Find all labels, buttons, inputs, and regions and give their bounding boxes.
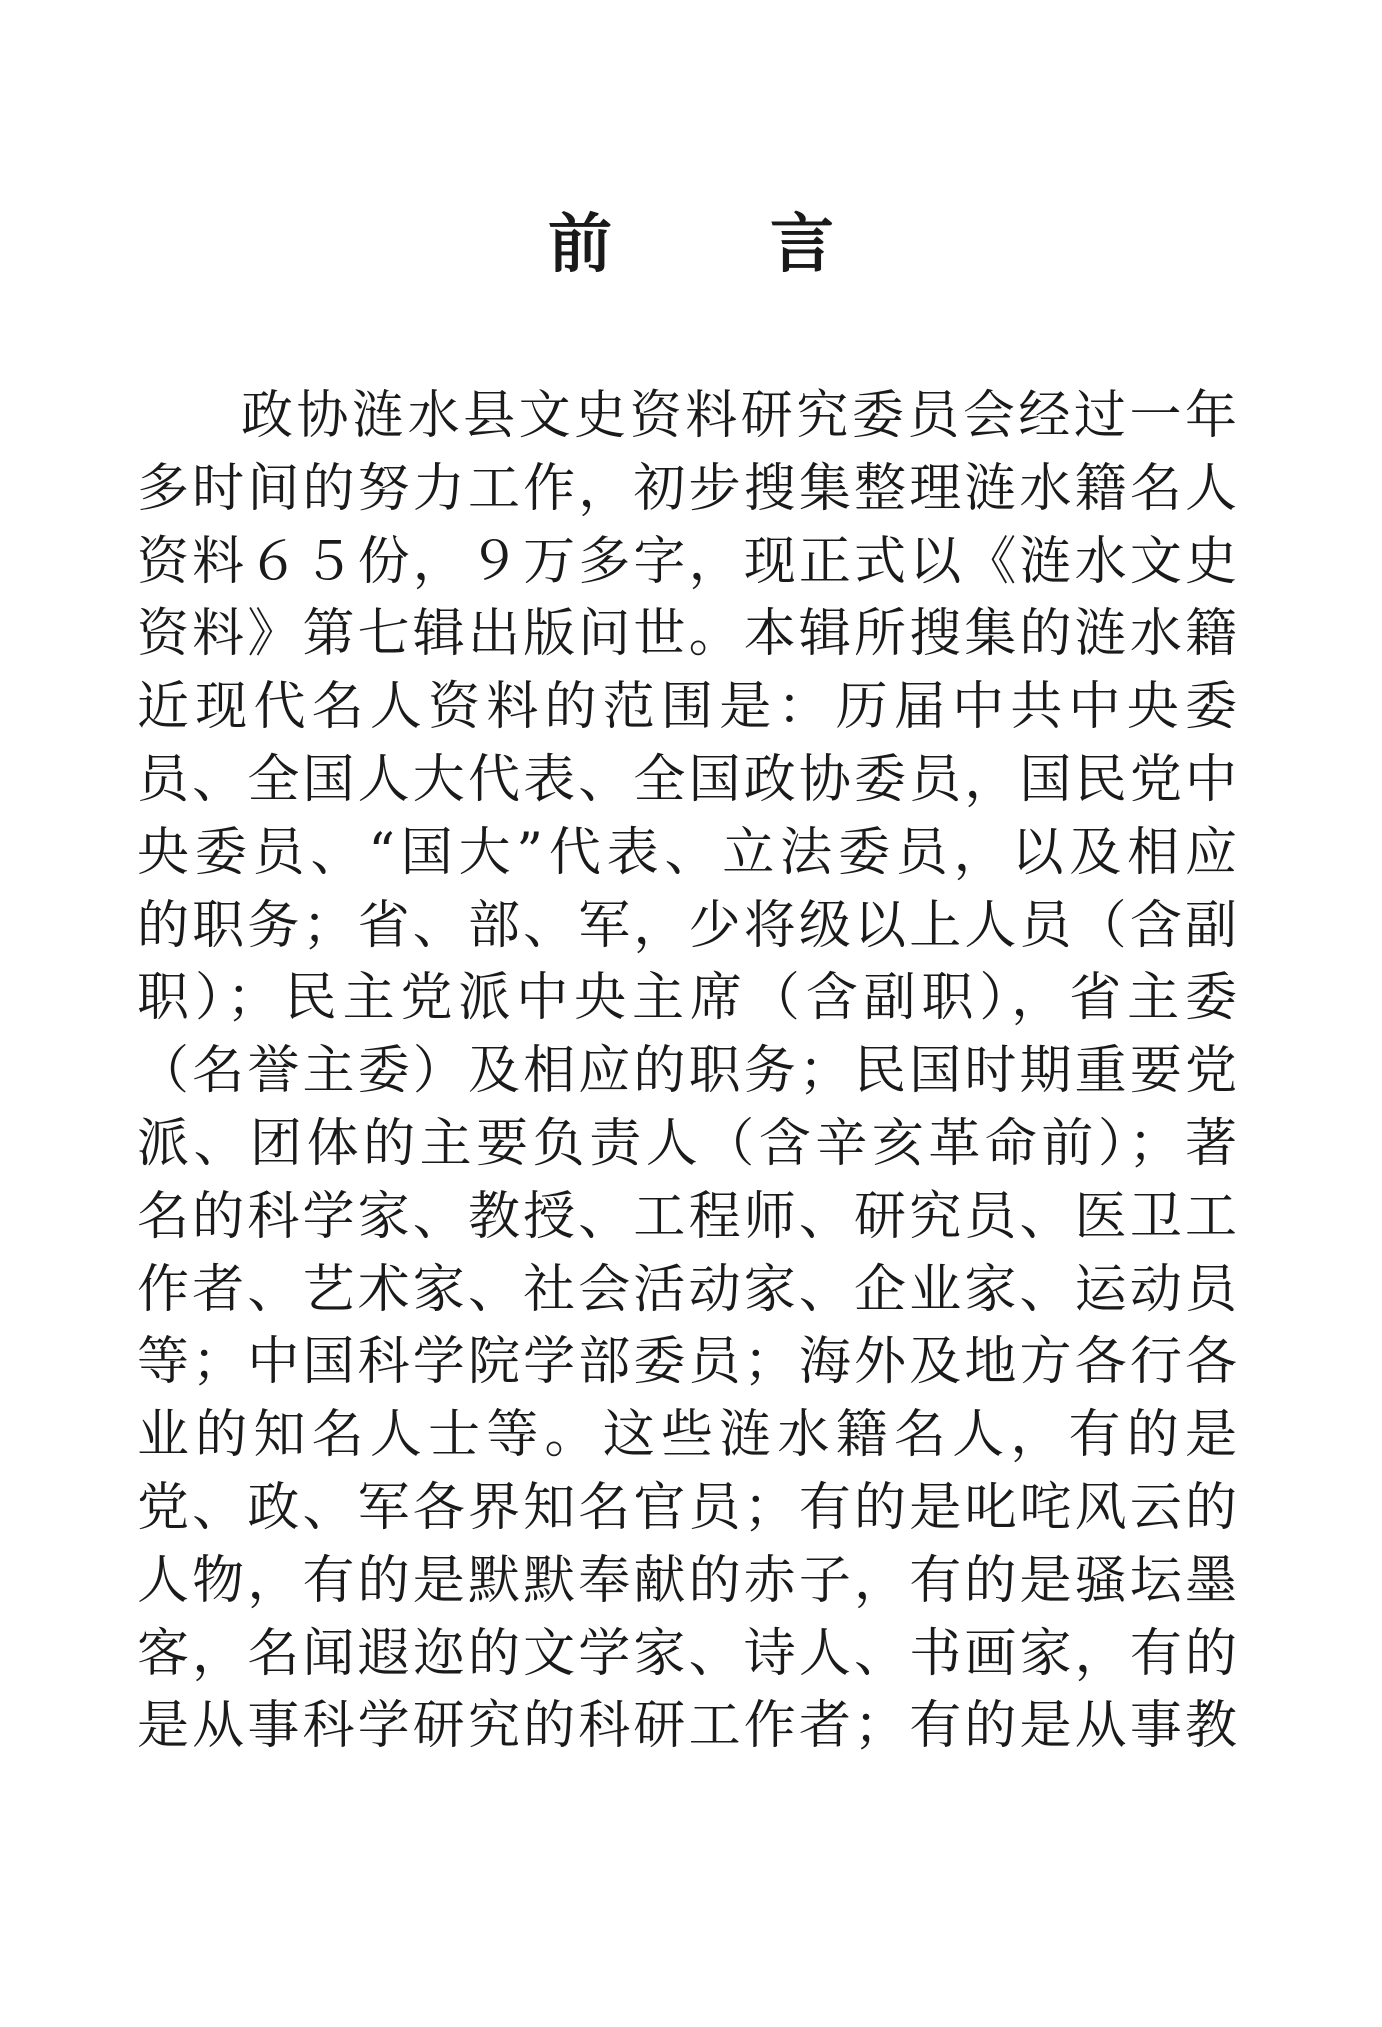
text-line: 人物，有的是默默奉献的赤子，有的是骚坛墨 (137, 1550, 1237, 1611)
title-char: 言 (770, 208, 834, 282)
text-line: 党、政、军各界知名官员；有的是叱咤风云的 (137, 1477, 1237, 1538)
text-line: 员、全国人大代表、全国政协委员，国民党中 (137, 749, 1237, 810)
body-paragraph (137, 380, 1237, 1763)
text-line: 的职务；省、部、军，少将级以上人员（含副 (137, 895, 1237, 956)
title-char: 前 (548, 208, 612, 282)
text-line: （名誉主委）及相应的职务；民国时期重要党 (137, 1041, 1237, 1102)
text-line: 客，名闻遐迩的文学家、诗人、书画家，有的 (137, 1623, 1237, 1684)
text-line: 名的科学家、教授、工程师、研究员、医卫工 (137, 1186, 1237, 1247)
text-line: 派、团体的主要负责人（含辛亥革命前）；著 (137, 1113, 1237, 1174)
text-line: 是从事科学研究的科研工作者；有的是从事教 (137, 1696, 1237, 1757)
text-line: 业的知名人士等。这些涟水籍名人，有的是 (137, 1405, 1237, 1466)
text-line: 多时间的努力工作，初步搜集整理涟水籍名人 (137, 458, 1237, 519)
text-line: 资料》第七辑出版问世。本辑所搜集的涟水籍 (137, 604, 1237, 665)
text-line: 政协涟水县文史资料研究委员会经过一年 (241, 386, 1237, 446)
text-line: 作者、艺术家、社会活动家、企业家、运动员 (137, 1259, 1237, 1320)
text-line: 职）；民主党派中央主席（含副职），省主委 (137, 968, 1237, 1029)
text-line: 等；中国科学院学部委员；海外及地方各行各 (137, 1332, 1237, 1393)
page-title (0, 205, 1382, 285)
text-line: 资料６５份，９万多字，现正式以《涟水文史 (137, 531, 1237, 592)
text-line: 央委员、“国大”代表、立法委员，以及相应 (137, 822, 1237, 883)
text-line: 近现代名人资料的范围是：历届中共中央委 (137, 677, 1237, 738)
